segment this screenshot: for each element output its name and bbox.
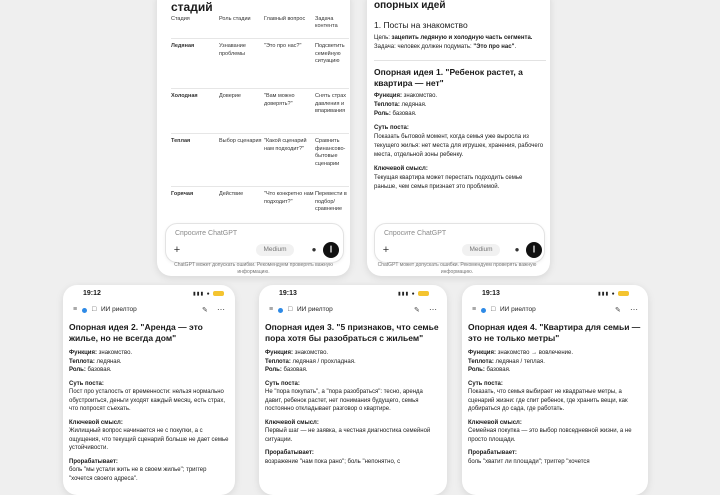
key-meaning-text: Семейная покупка — это выбор повседневной жизни, а не просто площади.: [468, 428, 632, 443]
temperature-label: Теплота:: [69, 358, 95, 365]
task-end: .: [514, 44, 517, 50]
app-bar: [462, 305, 648, 319]
app-bar: [259, 305, 447, 319]
battery-icon: [213, 291, 224, 296]
chat-title[interactable]: ИИ риелтор: [297, 306, 333, 313]
works-on-label: Прорабатывает:: [468, 450, 517, 456]
function-value: знакомство.: [403, 93, 438, 99]
key-meaning-text: Первый шаг — не заявка, а честная диагностика семейной ситуации.: [265, 428, 431, 443]
task-value: "Это про нас": [473, 44, 515, 50]
model-selector[interactable]: Medium: [256, 244, 294, 256]
cell-stage: Ледяная: [171, 43, 195, 49]
works-on-text: боль "мы устали жить не в своем жилье"; триггер "хочется своего адреса".: [69, 467, 207, 482]
mic-icon[interactable]: ●: [514, 245, 520, 254]
message-input[interactable]: Спросите ChatGPT: [175, 230, 238, 237]
voice-mode-icon[interactable]: ∥: [526, 242, 542, 258]
chat-composer[interactable]: [165, 223, 344, 263]
key-meaning-label: Ключевой смысл:: [468, 419, 522, 426]
cell-stage: Горячая: [171, 191, 194, 197]
disclaimer: ChatGPT может допускать ошибки. Рекомендуем проверять важную информацию.: [174, 262, 333, 275]
status-icons: [398, 291, 429, 297]
table-row: [171, 134, 349, 187]
essence-text: Пост про усталость от временности: нельзя нормально обустроиться, деньги уходят каждый месяц, есть страх, что попросят съехать.: [69, 389, 225, 412]
new-chat-icon[interactable]: ✎: [202, 307, 208, 314]
cell-task: Перевести в подбор/ сравнение: [315, 191, 347, 213]
key-meaning-label: Ключевой смысл:: [69, 419, 123, 426]
function-label: Функция:: [468, 350, 496, 356]
cell-task: Сравнить финансово-бытовые сценарии: [315, 138, 346, 167]
temperature-label: Теплота:: [468, 358, 494, 365]
chat-title[interactable]: ИИ риелтор: [500, 306, 536, 313]
key-meaning-label: Ключевой смысл:: [265, 419, 319, 426]
chat-icon[interactable]: □: [288, 306, 293, 313]
app-logo-icon: [82, 308, 87, 313]
idea-title: Опорная идея 3. "5 признаков, что семье пора хотя бы разобраться с жильем": [265, 322, 439, 343]
wifi-icon: ●: [411, 291, 416, 297]
plus-icon[interactable]: +: [173, 244, 181, 256]
role-value: базовая.: [486, 367, 511, 373]
battery-icon: [418, 291, 429, 296]
status-icons: [193, 291, 224, 297]
cell-role: Действие: [219, 191, 244, 197]
idea-title: Опорная идея 1. "Ребенок растет, а квартира — нет": [374, 67, 523, 88]
voice-mode-icon[interactable]: ∥: [323, 242, 339, 258]
disclaimer: ChatGPT может допускать ошибки. Рекомендуем проверять важную информацию.: [377, 262, 537, 275]
cell-question: "Это про нас?": [264, 43, 302, 49]
model-selector[interactable]: Medium: [462, 244, 500, 256]
function-value: знакомство.: [294, 350, 329, 356]
wifi-icon: ●: [611, 291, 616, 297]
cell-role: Доверие: [219, 93, 241, 99]
idea-title: Опорная идея 4. "Квартира для семьи — это не только метры": [468, 322, 641, 343]
temperature-value: ледяная / прохладная.: [292, 358, 356, 365]
status-icons: [598, 291, 629, 297]
signal-icon: ▮▮▮: [193, 291, 205, 297]
status-time: 19:13: [279, 290, 297, 297]
message-content: [468, 322, 642, 466]
phone-screen-idea-4: [462, 285, 648, 495]
essence-label: Суть поста:: [69, 380, 104, 387]
menu-icon[interactable]: ≡: [269, 306, 274, 313]
cell-role: Выбор сценария: [219, 138, 262, 144]
divider: [374, 60, 546, 61]
essence-label: Суть поста:: [265, 380, 300, 387]
column-header: Стадия: [171, 16, 190, 22]
chat-title[interactable]: ИИ риелтор: [101, 306, 137, 313]
mic-icon[interactable]: ●: [311, 245, 317, 254]
role-label: Роль:: [468, 367, 485, 373]
section-heading: опорных идей: [374, 0, 446, 11]
temperature-value: ледяная.: [96, 358, 122, 365]
function-label: Функция:: [69, 350, 97, 356]
battery-icon: [618, 291, 629, 296]
task-label: Задача: человек должен подумать:: [374, 44, 472, 50]
works-on-text: боль "хватит ли площади"; триггер "хочется: [468, 458, 590, 465]
message-content: [265, 322, 440, 466]
menu-icon[interactable]: ≡: [472, 306, 477, 313]
essence-text: Показать бытовой момент, когда семья уже выросла из текущего жилья: нет места для игрушек, хранения, рабочего места, отдельной зоны ребенку.: [374, 134, 544, 158]
table-row: [171, 39, 349, 89]
menu-icon[interactable]: ≡: [73, 306, 78, 313]
function-value: знакомство.: [98, 350, 133, 356]
essence-label: Суть поста:: [374, 125, 409, 131]
works-on-text: возражение "нам пока рано"; боль "непонятно, с: [265, 458, 401, 465]
goal-value: зацепить ледяную и холодную часть сегмента.: [391, 35, 533, 41]
table-row: [171, 187, 349, 225]
status-time: 19:12: [83, 290, 101, 297]
works-on-label: Прорабатывает:: [69, 458, 118, 465]
chat-icon[interactable]: □: [491, 306, 496, 313]
essence-text: Не "пора покупать", а "пора разобраться": тесно, аренда давит, ребенок растет, нет понимания будущего, семья постоянно откладывает разговор о квартире.: [265, 389, 423, 412]
section-heading: стадий: [171, 0, 213, 14]
cell-stage: Теплая: [171, 138, 191, 144]
temperature-value: ледяная / теплая.: [495, 358, 545, 365]
more-icon[interactable]: ⋯: [217, 305, 225, 314]
app-bar: [63, 305, 235, 319]
role-label: Роль:: [69, 367, 86, 373]
app-logo-icon: [278, 308, 283, 313]
cell-role: Узнавание проблемы: [219, 43, 246, 57]
key-meaning-text: Жилищный вопрос начинается не с покупки, а с ощущения, что текущий сценарий больше не дает семье устойчивости.: [69, 428, 229, 451]
table-header: [171, 16, 349, 39]
function-label: Функция:: [265, 350, 293, 356]
role-label: Роль:: [374, 111, 391, 117]
status-time: 19:13: [482, 290, 500, 297]
message-content: [374, 20, 546, 192]
signal-icon: ▮▮▮: [398, 291, 410, 297]
message-content: [69, 322, 229, 483]
cell-task: Снять страх давления и впаривания: [315, 93, 347, 115]
column-header: Главный вопрос: [264, 16, 306, 22]
stages-table: [171, 16, 349, 225]
new-chat-icon[interactable]: ✎: [414, 307, 420, 314]
new-chat-icon[interactable]: ✎: [615, 307, 621, 314]
plus-icon[interactable]: +: [382, 244, 390, 256]
phone-screen-idea-2: [63, 285, 235, 495]
chat-composer[interactable]: [374, 223, 545, 263]
chat-screen-stages-table: [157, 0, 350, 276]
role-label: Роль:: [265, 367, 282, 373]
chat-screen-ideas: [367, 0, 550, 276]
cell-question: "Вам можно доверять?": [264, 93, 295, 107]
temperature-value: ледяная.: [401, 102, 427, 108]
role-value: базовая.: [87, 367, 112, 373]
table-row: [171, 89, 349, 134]
role-value: базовая.: [392, 111, 417, 117]
wifi-icon: ●: [206, 291, 211, 297]
more-icon[interactable]: ⋯: [630, 305, 638, 314]
chat-icon[interactable]: □: [92, 306, 97, 313]
temperature-label: Теплота:: [265, 358, 291, 365]
cell-task: Подсветить семейную ситуацию: [315, 43, 345, 65]
column-header: Роль стадии: [219, 16, 251, 22]
essence-text: Показать, что семья выбирает не квадратные метры, а сценарий жизни: где спит ребенок, где хранить вещи, как добираться до сада, где работать.: [468, 389, 628, 412]
message-input[interactable]: Спросите ChatGPT: [384, 230, 447, 237]
app-logo-icon: [481, 308, 486, 313]
subsection-title: 1. Посты на знакомство: [374, 20, 468, 30]
function-value: знакомство → вовлечение.: [497, 350, 574, 356]
key-meaning-text: Текущая квартира может перестать подходить семье раньше, чем семья признает это проблемой.: [374, 175, 523, 190]
works-on-label: Прорабатывает:: [265, 450, 314, 456]
phone-screen-idea-3: [259, 285, 447, 495]
function-label: Функция:: [374, 93, 402, 99]
cell-stage: Холодная: [171, 93, 198, 99]
idea-title: Опорная идея 2. "Аренда — это жилье, но не всегда дом": [69, 322, 203, 343]
cell-question: "Что конкретно нам подходит?": [264, 191, 314, 205]
signal-icon: ▮▮▮: [598, 291, 610, 297]
role-value: базовая.: [283, 367, 308, 373]
cell-question: "Какой сценарий нам подходит?": [264, 138, 307, 152]
more-icon[interactable]: ⋯: [429, 305, 437, 314]
goal-label: Цель:: [374, 35, 390, 41]
key-meaning-label: Ключевой смысл:: [374, 166, 428, 172]
column-header: Задача контента: [315, 16, 338, 29]
temperature-label: Теплота:: [374, 102, 400, 108]
essence-label: Суть поста:: [468, 380, 503, 387]
